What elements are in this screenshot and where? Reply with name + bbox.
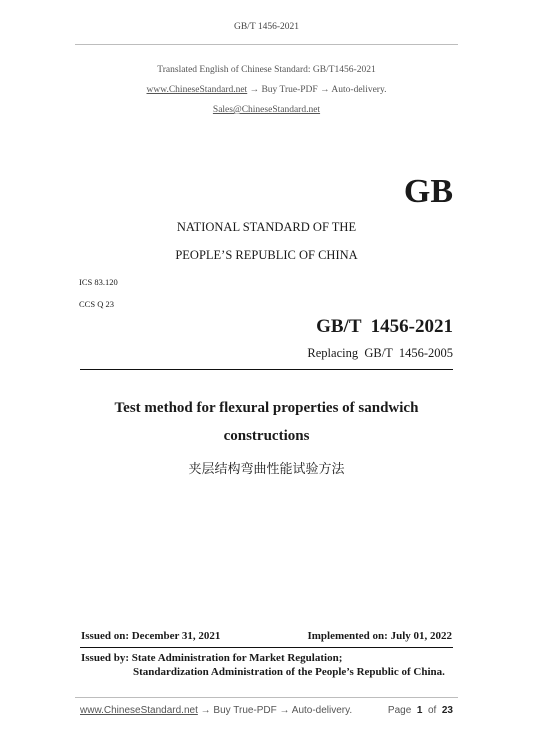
issuer-line2: Standardization Administration of the People’s Republic of China.	[133, 666, 445, 678]
purchase-line	[0, 85, 533, 95]
ics-code: ICS 83.120	[79, 277, 118, 287]
arrow-icon: →	[317, 85, 332, 95]
translation-notice: Translated English of Chinese Standard: GB/T1456-2021	[157, 65, 376, 75]
footer-site-link[interactable]: www.ChineseStandard.net	[80, 705, 198, 716]
arrow-icon: →	[247, 85, 262, 95]
page-total: 23	[441, 705, 453, 716]
dates-divider	[80, 647, 453, 648]
standard-number: GB/T 1456-2021	[316, 316, 453, 337]
auto-delivery-text: Auto-delivery.	[331, 85, 387, 95]
issuer-line1: Issued by: State Administration for Market Regulation;	[81, 652, 343, 664]
page-indicator	[388, 705, 453, 716]
document-title-line2: constructions	[223, 428, 310, 444]
issued-date: Issued on: December 31, 2021	[81, 630, 221, 642]
chinese-standard-link[interactable]: www.ChineseStandard.net	[146, 85, 248, 95]
page-of: of	[427, 705, 437, 716]
replacing-note: Replacing GB/T 1456-2005	[307, 346, 453, 360]
header-divider	[75, 44, 458, 45]
ccs-code: CCS Q 23	[79, 299, 114, 309]
footer-purchase-line	[80, 705, 352, 716]
footer-divider	[75, 697, 458, 698]
document-title-line1: Test method for flexural properties of sandwich	[114, 400, 419, 416]
buy-true-pdf-text: Buy True-PDF	[261, 85, 318, 95]
page-label: Page	[387, 705, 412, 716]
implemented-date: Implemented on: July 01, 2022	[307, 630, 452, 642]
page-header-title: GB/T 1456-2021	[233, 22, 299, 32]
national-standard-line2: PEOPLE’S REPUBLIC OF CHINA	[175, 248, 358, 262]
document-title-chinese: 夹层结构弯曲性能试验方法	[188, 462, 345, 477]
national-standard-line1: NATIONAL STANDARD OF THE	[176, 220, 357, 234]
gb-badge: GB	[403, 173, 453, 210]
sales-email-link[interactable]: Sales@ChineseStandard.net	[212, 105, 321, 115]
issuer-line2-wrap	[81, 666, 445, 678]
title-divider-top	[80, 369, 453, 370]
sales-email-line	[0, 105, 533, 115]
page-current: 1	[416, 705, 423, 716]
footer-purchase-text: → Buy True-PDF → Auto-delivery.	[197, 705, 353, 716]
